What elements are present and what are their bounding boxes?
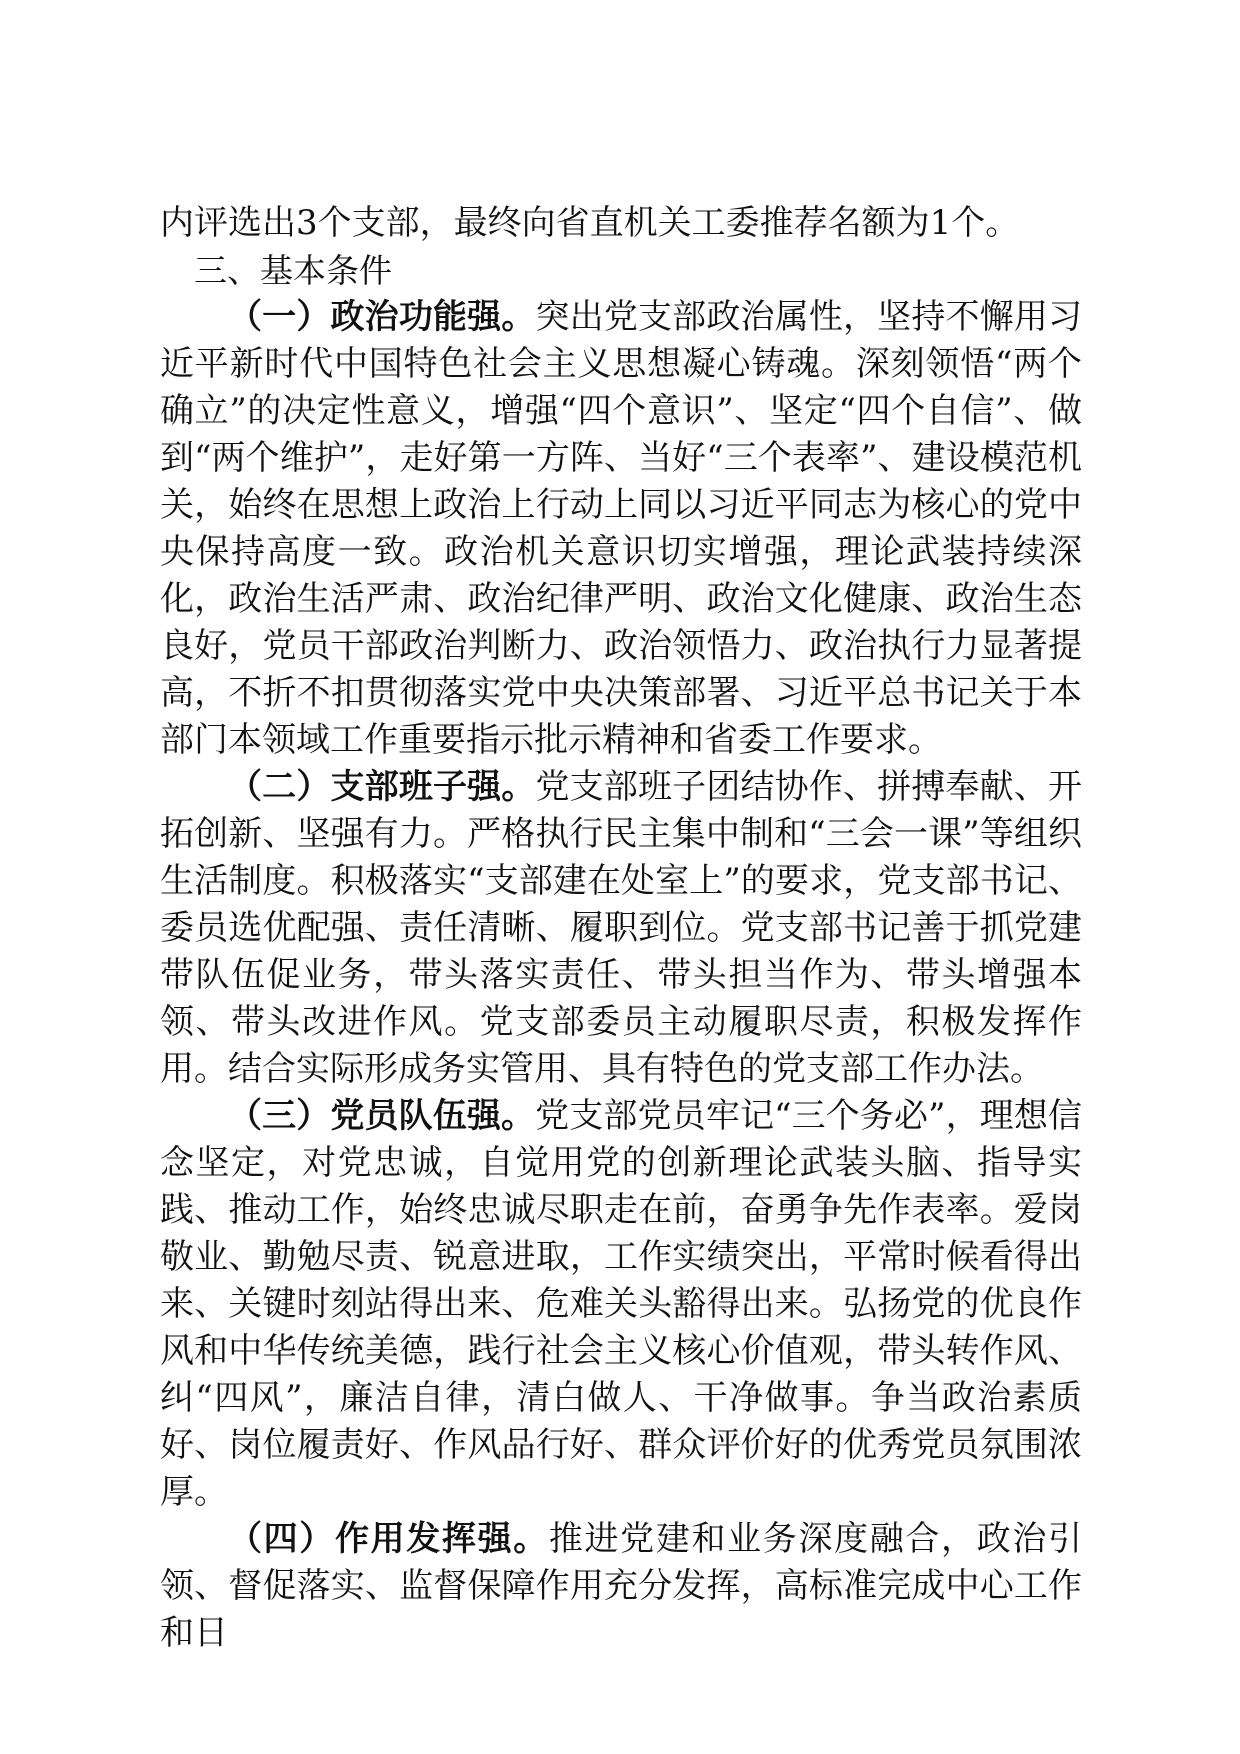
item-body-1: 突出党支部政治属性，坚持不懈用习近平新时代中国特色社会主义思想凝心铸魂。深刻领悟“两个确立”的决定性意义，增强“四个意识”、坚定“四个自信”、做到“两个维护”，走好第一方阵、当好“三个表率”、建设模范机关，始终在思想上政治上行动上同以习近平同志为核心的党中央保持高度一致。政治机关意识切实增强，理论武装持续深化，政治生活严肃、政治纪律严明、政治文化健康、政治生态良好，党员干部政治判断力、政治领悟力、政治执行力显著提高，不折不扣贯彻落实党中央决策部署、习近平总书记关于本部门本领域工作重要指示批示精神和省委工作要求。 xyxy=(160,297,1082,760)
item-title-4: （四）作用发挥强。 xyxy=(228,1519,549,1559)
item-paragraph-2 xyxy=(160,764,1082,1093)
document-page xyxy=(160,200,1082,1657)
item-title-2: （二）支部班子强。 xyxy=(228,767,536,807)
item-title-3: （三）党员队伍强。 xyxy=(228,1096,536,1136)
item-paragraph-3 xyxy=(160,1093,1082,1516)
intro-continuation: 内评选出3个支部，最终向省直机关工委推荐名额为1个。 xyxy=(160,203,1020,243)
item-body-2: 党支部班子团结协作、拼搏奉献、开拓创新、坚强有力。严格执行民主集中制和“三会一课”等组织生活制度。积极落实“支部建在处室上”的要求，党支部书记、委员选优配强、责任清晰、履职到位。党支部书记善于抓党建带队伍促业务，带头落实责任、带头担当作为、带头增强本领、带头改进作风。党支部委员主动履职尽责，积极发挥作用。结合实际形成务实管用、具有特色的党支部工作办法。 xyxy=(160,767,1082,1089)
item-paragraph-1 xyxy=(160,294,1082,764)
section-heading: 三、基本条件 xyxy=(194,251,392,290)
item-title-1: （一）政治功能强。 xyxy=(228,297,536,337)
item-body-3: 党支部党员牢记“三个务必”，理想信念坚定，对党忠诚，自觉用党的创新理论武装头脑、指导实践、推动工作，始终忠诚尽职走在前，奋勇争先作表率。爱岗敬业、勤勉尽责、锐意进取，工作实绩突出，平常时候看得出来、关键时刻站得出来、危难关头豁得出来。弘扬党的优良作风和中华传统美德，践行社会主义核心价值观，带头转作风、纠“四风”，廉洁自律，清白做人、干净做事。争当政治素质好、岗位履责好、作风品行好、群众评价好的优秀党员氛围浓厚。 xyxy=(160,1096,1083,1512)
item-body-4: 推进党建和业务深度融合，政治引领、督促落实、监督保障作用充分发挥，高标准完成中心工作和日 xyxy=(160,1519,1083,1653)
item-paragraph-4 xyxy=(160,1516,1082,1657)
